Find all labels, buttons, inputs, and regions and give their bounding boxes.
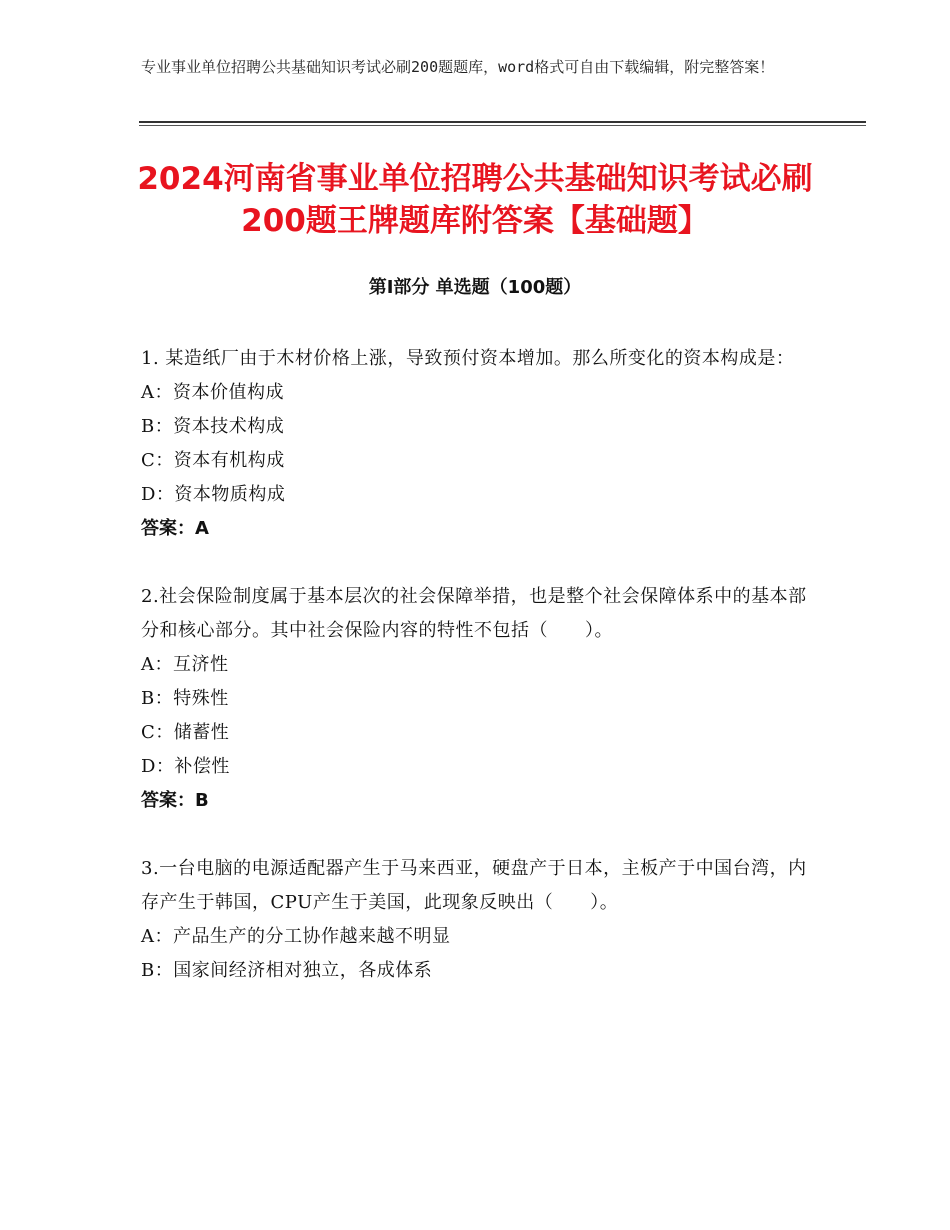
option-c: C：储蓄性 xyxy=(141,722,230,743)
question-2 xyxy=(141,580,809,818)
question-3 xyxy=(141,852,809,988)
question-stem: 3.一台电脑的电源适配器产生于马来西亚，硬盘产于日本，主板产于中国台湾，内存产生于韩国，CPU产生于美国，此现象反映出（ ）。 xyxy=(141,858,807,913)
option-b: B：资本技术构成 xyxy=(141,416,285,437)
header-rule-thin xyxy=(139,125,866,126)
option-c: C：资本有机构成 xyxy=(141,450,285,471)
question-1 xyxy=(141,342,809,546)
question-list xyxy=(141,342,809,1022)
option-a: A：互济性 xyxy=(141,654,229,675)
question-stem: 2.社会保险制度属于基本层次的社会保障举措，也是整个社会保障体系中的基本部分和核心部分。其中社会保险内容的特性不包括（ ）。 xyxy=(141,586,807,641)
option-a: A：产品生产的分工协作越来越不明显 xyxy=(141,926,451,947)
option-d: D：补偿性 xyxy=(141,756,230,777)
section-title: 第Ⅰ部分 单选题（100题） xyxy=(368,277,582,298)
answer: 答案：A xyxy=(141,518,209,539)
header-rule-thick xyxy=(139,121,866,123)
option-b: B：国家间经济相对独立，各成体系 xyxy=(141,960,433,981)
question-stem: 1. 某造纸厂由于木材价格上涨，导致预付资本增加。那么所变化的资本构成是： xyxy=(141,348,795,369)
document-title: 2024河南省事业单位招聘公共基础知识考试必刷200题王牌题库附答案【基础题】 xyxy=(137,161,813,239)
header-note: 专业事业单位招聘公共基础知识考试必刷200题题库，word格式可自由下载编辑，附完整答案！ xyxy=(141,58,775,76)
answer: 答案：B xyxy=(141,790,209,811)
option-d: D：资本物质构成 xyxy=(141,484,286,505)
option-b: B：特殊性 xyxy=(141,688,229,709)
option-a: A：资本价值构成 xyxy=(141,382,284,403)
